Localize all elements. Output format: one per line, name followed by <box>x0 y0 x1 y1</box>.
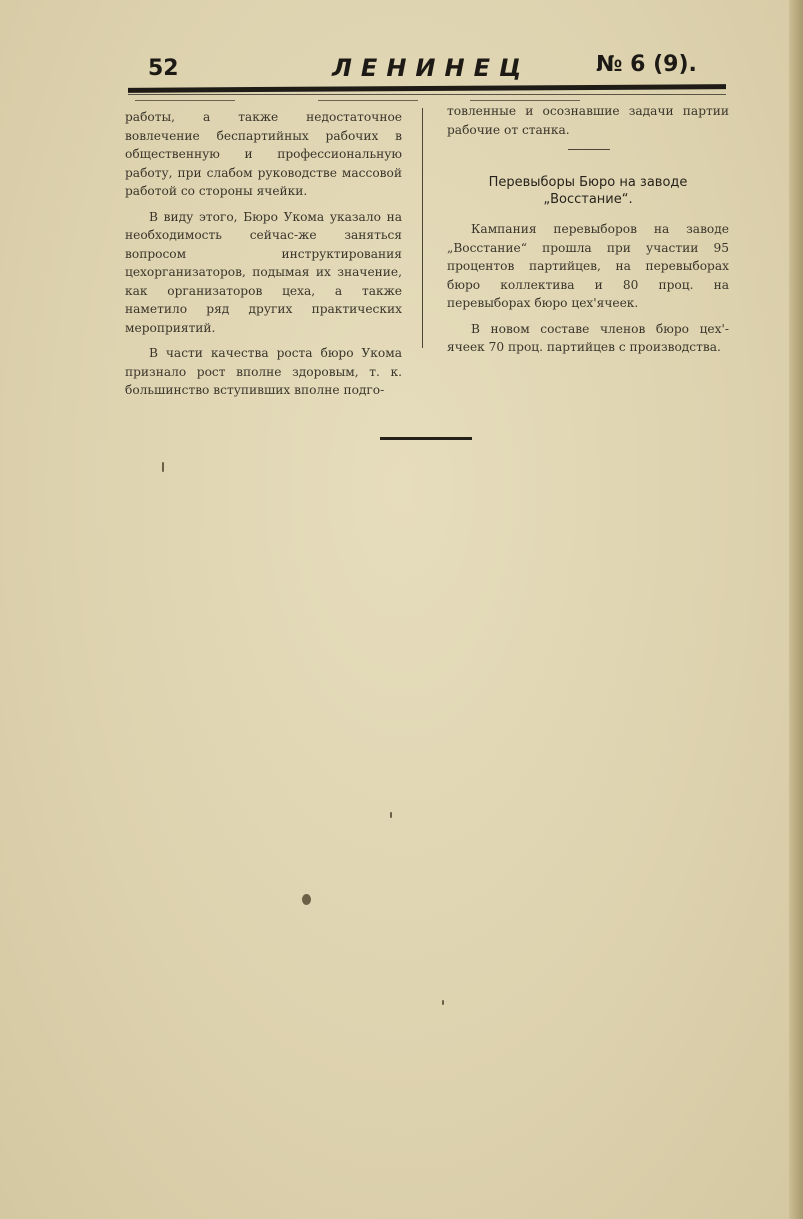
right-paragraph-2: В новом составе членов бюро цех'-ячеек 70 проц. партийцев с производства. <box>447 321 729 354</box>
page-edge <box>789 0 803 1219</box>
column-divider <box>422 108 423 348</box>
left-paragraph-3: В части качества роста бюро Укома признало рост вполне здоровым, т. к. большинство вступивших вполне подго- <box>125 346 402 397</box>
header-rule-thin <box>128 94 726 95</box>
paper-speck <box>162 462 164 472</box>
left-column-top-rule <box>135 100 235 101</box>
page-number: 52 <box>148 56 179 81</box>
masthead-title: ЛЕНИНЕЦ <box>332 54 531 82</box>
right-column-top-rule <box>470 100 580 101</box>
issue-number: № 6 (9). <box>596 52 697 77</box>
left-paragraph-1: работы, а также недостаточное вовлечение беспартийных рабочих в общественную и профессиональную работу, при слабом руководстве массовой работой со стороны ячейки. <box>125 110 402 198</box>
left-column-top-rule-2 <box>318 100 418 101</box>
article-end-rule <box>380 437 472 440</box>
section-divider <box>568 149 610 150</box>
paper-speck <box>442 1000 444 1005</box>
right-paragraph-1: Кампания перевыборов на заводе „Восстание“ прошла при участии 95 процентов партийцев, на перевыборах бюро коллектива и 80 проц. на перевыборах бюро цех'ячеек. <box>447 222 729 310</box>
left-column <box>125 108 402 407</box>
right-continuation-text: товленные и осознавшие задачи партии рабочие от станка. <box>447 104 729 137</box>
left-paragraph-2: В виду этого, Бюро Укома указало на необходимость сейчас-же заняться вопросом инструктирования цехорганизаторов, подымая их значение, как организаторов цеха, а также наметило ряд других практических мероприятий. <box>125 209 402 335</box>
paper-speck <box>302 894 311 905</box>
right-column-article <box>447 220 729 364</box>
paper-speck <box>390 812 392 818</box>
section-title: Перевыборы Бюро на заводе „Восстание“. <box>488 175 688 207</box>
right-column-continuation <box>447 102 729 146</box>
